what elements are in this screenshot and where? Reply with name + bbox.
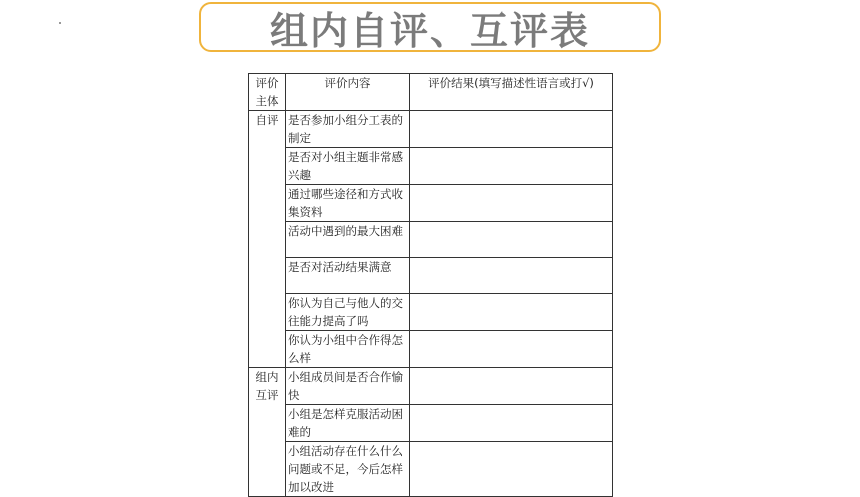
result-cell[interactable] [410, 222, 613, 258]
table-row [249, 368, 613, 405]
result-cell[interactable] [410, 442, 613, 497]
result-cell[interactable] [410, 111, 613, 148]
header-row [249, 74, 613, 111]
table-row [249, 294, 613, 331]
criteria-cell: 小组成员间是否合作愉快 [286, 368, 410, 405]
result-cell[interactable] [410, 405, 613, 442]
criteria-cell: 通过哪些途径和方式收集资料 [286, 185, 410, 222]
result-cell[interactable] [410, 258, 613, 294]
result-cell[interactable] [410, 148, 613, 185]
table-row [249, 111, 613, 148]
peer-eval-label: 组内互评 [249, 368, 286, 497]
title-banner [199, 2, 661, 52]
table-row [249, 405, 613, 442]
page-title: 组内自评、互评表 [269, 8, 590, 53]
result-cell[interactable] [410, 294, 613, 331]
result-cell[interactable] [410, 368, 613, 405]
criteria-cell: 你认为自己与他人的交往能力提高了吗 [286, 294, 410, 331]
criteria-cell: 小组活动存在什么什么问题或不足，今后怎样加以改进 [286, 442, 410, 497]
evaluation-table [248, 73, 613, 497]
criteria-cell: 小组是怎样克服活动困难的 [286, 405, 410, 442]
table-row [249, 258, 613, 294]
criteria-cell: 是否对小组主题非常感兴趣 [286, 148, 410, 185]
self-eval-label: 自评 [249, 111, 286, 368]
criteria-cell: 你认为小组中合作得怎么样 [286, 331, 410, 368]
table-row [249, 331, 613, 368]
table-row [249, 442, 613, 497]
criteria-cell: 活动中遇到的最大困难 [286, 222, 410, 258]
header-result: 评价结果(填写描述性语言或打√) [410, 74, 613, 111]
header-content: 评价内容 [286, 74, 410, 111]
stray-dot [59, 22, 61, 24]
table-row [249, 148, 613, 185]
criteria-cell: 是否对活动结果满意 [286, 258, 410, 294]
result-cell[interactable] [410, 331, 613, 368]
table-row [249, 185, 613, 222]
criteria-cell: 是否参加小组分工表的制定 [286, 111, 410, 148]
table-row [249, 222, 613, 258]
header-subject: 评价主体 [249, 74, 286, 111]
result-cell[interactable] [410, 185, 613, 222]
